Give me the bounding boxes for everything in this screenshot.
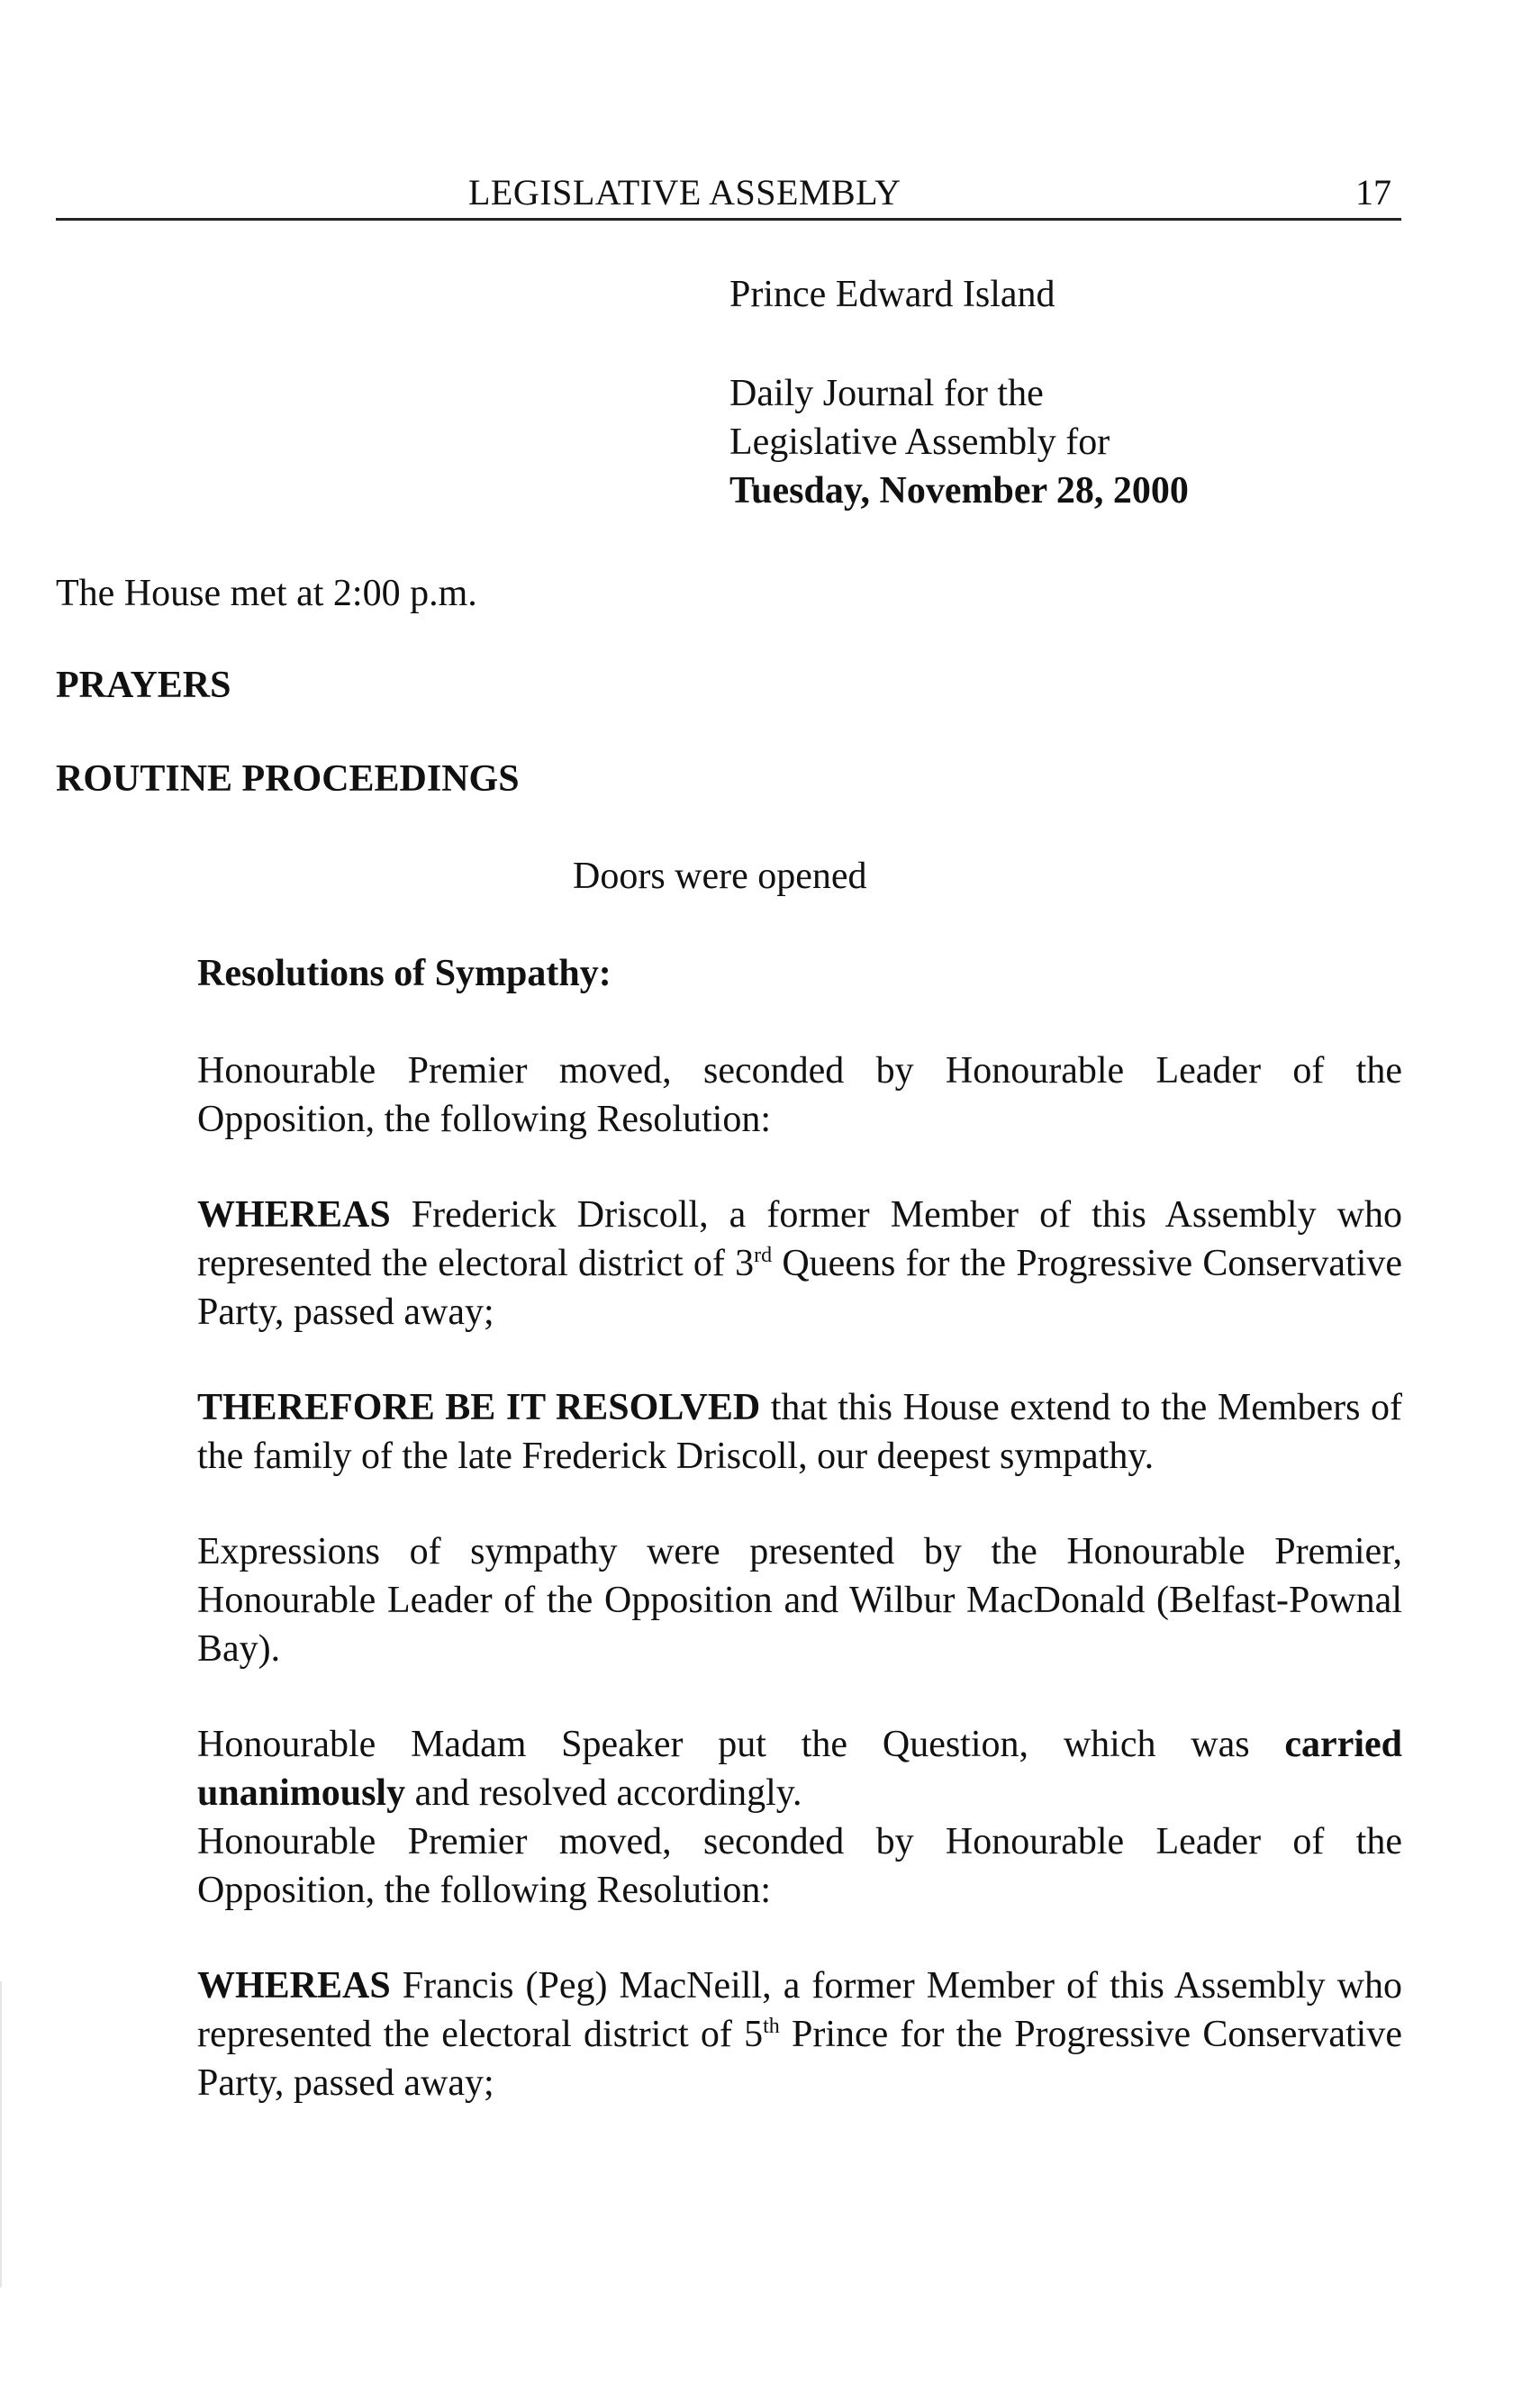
- whereas-text-a: Francis (Peg) MacNeill, a former Member of this Assembly who represented the electoral district of 5: [197, 1965, 1402, 2055]
- ordinal-suffix: th: [763, 2015, 780, 2038]
- resolution-2-motion: Honourable Premier moved, seconded by Honourable Leader of the Opposition, the following Resolution:: [197, 1821, 1402, 1911]
- whereas-label: WHEREAS: [197, 1194, 391, 1236]
- resolution-1-whereas: [197, 1191, 1402, 1336]
- whereas-text-b: Prince for the Progressive Conservative Party, passed away;: [197, 2014, 1402, 2104]
- question-result: [197, 1720, 1402, 1817]
- whereas-text-a: Frederick Driscoll, a former Member of this Assembly who represented the electoral district of 3: [197, 1194, 1402, 1284]
- question-text-b: and resolved accordingly.: [405, 1772, 802, 1814]
- resolution-1-motion: Honourable Premier moved, seconded by Honourable Leader of the Opposition, the following Resolution:: [197, 1050, 1402, 1140]
- whereas-label: WHEREAS: [197, 1965, 391, 2007]
- ordinal-suffix: rd: [754, 1244, 773, 1267]
- carried-unanimously: carried unanimously: [197, 1724, 1402, 1814]
- sitting-date: Tuesday, November 28, 2000: [729, 470, 1189, 512]
- expressions-of-sympathy: Expressions of sympathy were presented by the Honourable Premier, Honourable Leader of the Opposition and Wilbur MacDonald (Belfast-Pownal Bay).: [197, 1531, 1402, 1670]
- page-number: 17: [1355, 172, 1391, 213]
- resolution-2-whereas: [197, 1962, 1402, 2107]
- header-divider: [56, 218, 1401, 221]
- resolutions-heading: Resolutions of Sympathy:: [197, 953, 611, 994]
- resolution-1-therefore: [197, 1383, 1402, 1481]
- journal-title-line-2: Legislative Assembly for: [729, 421, 1110, 463]
- province-name: Prince Edward Island: [729, 274, 1055, 315]
- running-header-title: LEGISLATIVE ASSEMBLY: [468, 172, 901, 213]
- journal-title-line-1: Daily Journal for the: [729, 373, 1044, 414]
- whereas-text-b: Queens for the Progressive Conservative Party, passed away;: [197, 1243, 1403, 1333]
- house-met-time: The House met at 2:00 p.m.: [56, 573, 477, 614]
- routine-proceedings-heading: ROUTINE PROCEEDINGS: [56, 758, 520, 800]
- question-text-a: Honourable Madam Speaker put the Question, which was: [197, 1724, 1285, 1765]
- therefore-label: THEREFORE BE IT RESOLVED: [197, 1387, 761, 1428]
- therefore-text: that this House extend to the Members of the family of the late Frederick Driscoll, our deepest sympathy.: [197, 1387, 1403, 1477]
- prayers-heading: PRAYERS: [56, 665, 231, 706]
- doors-opened-note: Doors were opened: [573, 856, 867, 897]
- scan-edge-shadow: [0, 1981, 2, 2288]
